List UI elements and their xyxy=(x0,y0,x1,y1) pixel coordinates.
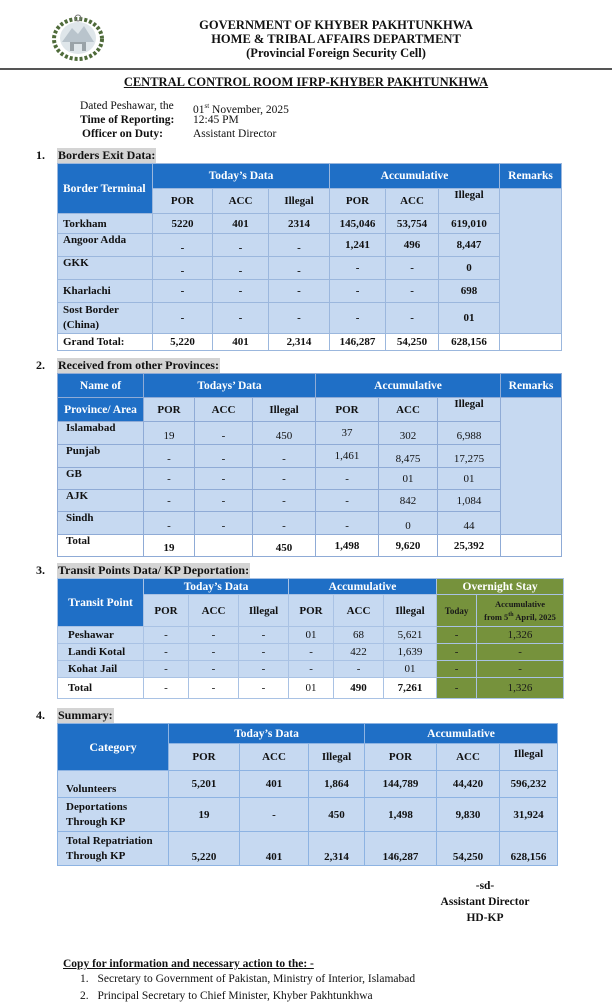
cell: 1,639 xyxy=(384,644,437,661)
sub-header-overnight-today: Today xyxy=(437,595,477,627)
cell: - xyxy=(253,445,316,468)
cell: - xyxy=(153,303,213,334)
cell: 5,220 xyxy=(153,334,213,351)
meta-officer-row xyxy=(0,127,612,141)
table-row xyxy=(58,661,564,678)
sub-header: POR xyxy=(330,189,386,214)
cell: - xyxy=(269,280,330,303)
group-accumulative: Accumulative xyxy=(365,724,558,744)
cell-overnight-accumulative: - xyxy=(477,661,564,678)
cell: - xyxy=(289,644,334,661)
cell: 19 xyxy=(144,422,195,445)
sub-header: POR xyxy=(153,189,213,214)
dated-day: 01 xyxy=(193,103,205,116)
borders-exit-table xyxy=(57,163,562,351)
col-remarks: Remarks xyxy=(500,164,562,189)
cell: - xyxy=(144,678,189,699)
cell: - xyxy=(153,257,213,280)
cell-overnight-today: - xyxy=(437,678,477,699)
cell: - xyxy=(213,234,269,257)
sub-header: Illegal xyxy=(439,189,500,214)
row-name: Kohat Jail xyxy=(58,661,144,678)
cell: 19 xyxy=(144,535,195,557)
row-name: GB xyxy=(58,468,144,490)
header-government: GOVERNMENT OF KHYBER PAKHTUNKHWA xyxy=(199,18,473,32)
cell: - xyxy=(195,445,253,468)
cell: - xyxy=(213,257,269,280)
cell: - xyxy=(213,280,269,303)
cell: 9,830 xyxy=(437,798,500,832)
cell-overnight-accumulative: - xyxy=(477,644,564,661)
cell: 619,010 xyxy=(439,214,500,234)
cell: 17,275 xyxy=(438,445,501,468)
section-label: Received from other Provinces: xyxy=(58,358,219,372)
copy-item xyxy=(80,990,373,1002)
col-province-area: Province/ Area xyxy=(58,398,144,422)
transit-points-table xyxy=(57,578,564,699)
row-name: Punjab xyxy=(58,445,144,468)
sub-header: Illegal xyxy=(500,744,558,771)
remarks-cell xyxy=(500,189,562,334)
cell xyxy=(195,535,253,557)
group-todays-data: Today’s Data xyxy=(153,164,330,189)
cell: - xyxy=(316,490,379,512)
cell: - xyxy=(189,627,239,644)
row-name: Grand Total: xyxy=(58,334,153,351)
cell-overnight-today: - xyxy=(437,661,477,678)
cell: - xyxy=(386,280,439,303)
cell: 698 xyxy=(439,280,500,303)
cell: 1,461 xyxy=(316,445,379,468)
cell: 146,287 xyxy=(330,334,386,351)
row-name: Kharlachi xyxy=(58,280,153,303)
cell: - xyxy=(153,234,213,257)
header-department: HOME & TRIBAL AFFAIRS DEPARTMENT xyxy=(211,32,461,46)
group-accumulative: Accumulative xyxy=(316,374,501,398)
cell: - xyxy=(269,303,330,334)
cell: - xyxy=(195,468,253,490)
section-4-heading xyxy=(0,708,612,722)
cell-overnight-today: - xyxy=(437,627,477,644)
cell: - xyxy=(195,512,253,535)
cell: 5220 xyxy=(153,214,213,234)
cell: 144,789 xyxy=(365,771,437,798)
col-name-of: Name of xyxy=(58,374,144,398)
cell: - xyxy=(253,490,316,512)
sub-header: Illegal xyxy=(253,398,316,422)
cell: - xyxy=(144,445,195,468)
cell: - xyxy=(144,512,195,535)
cell: - xyxy=(144,490,195,512)
cell: - xyxy=(330,257,386,280)
officer-label: Officer on Duty: xyxy=(82,128,163,140)
cell: 842 xyxy=(379,490,438,512)
cell: 490 xyxy=(334,678,384,699)
cell: 25,392 xyxy=(438,535,501,557)
cell: - xyxy=(144,644,189,661)
cell: 2,314 xyxy=(309,832,365,866)
table-row xyxy=(58,214,562,234)
table-row xyxy=(58,445,562,468)
group-overnight-stay: Overnight Stay xyxy=(437,579,564,595)
sub-header: Illegal xyxy=(239,595,289,627)
cell: 01 xyxy=(379,468,438,490)
cell: 8,447 xyxy=(439,234,500,257)
sub-header: ACC xyxy=(195,398,253,422)
table-row xyxy=(58,468,562,490)
table-row xyxy=(58,280,562,303)
copy-item-number: 2. xyxy=(80,990,89,1002)
cell: 422 xyxy=(334,644,384,661)
row-name: Peshawar xyxy=(58,627,144,644)
row-name: GKK xyxy=(58,257,153,280)
cell: 628,156 xyxy=(500,832,558,866)
signature-office: HD-KP xyxy=(466,912,504,924)
cell: - xyxy=(144,627,189,644)
remarks-cell xyxy=(501,398,562,535)
cell: - xyxy=(253,512,316,535)
col-border-terminal: Border Terminal xyxy=(58,164,153,214)
col-remarks: Remarks xyxy=(501,374,562,398)
provinces-table xyxy=(57,373,562,557)
dated-rest: November, 2025 xyxy=(209,103,289,116)
sub-header: POR xyxy=(144,595,189,627)
signature-designation: Assistant Director xyxy=(440,896,530,908)
copy-item-text: Principal Secretary to Chief Minister, Khyber Pakhtunkhwa xyxy=(97,990,373,1002)
overnight-acc-line2: from 5 xyxy=(484,611,509,622)
section-number: 1. xyxy=(36,148,45,162)
cell: - xyxy=(386,303,439,334)
cell: 5,201 xyxy=(169,771,240,798)
cell: - xyxy=(253,468,316,490)
group-todays-data: Todays’ Data xyxy=(144,374,316,398)
table-row xyxy=(58,644,564,661)
cell: 2314 xyxy=(269,214,330,234)
col-transit-point: Transit Point xyxy=(58,579,144,627)
row-name: Islamabad xyxy=(58,422,144,445)
cell: 0 xyxy=(439,257,500,280)
meta-dated-row xyxy=(0,99,612,116)
cell: 01 xyxy=(384,661,437,678)
cell: 8,475 xyxy=(379,445,438,468)
section-label: Summary: xyxy=(58,708,113,722)
group-accumulative: Accumulative xyxy=(330,164,500,189)
table-row xyxy=(58,798,558,832)
cell: 596,232 xyxy=(500,771,558,798)
cell: - xyxy=(144,468,195,490)
cell-overnight-accumulative: 1,326 xyxy=(477,627,564,644)
cell: - xyxy=(153,280,213,303)
section-2-heading xyxy=(0,358,612,372)
cell: 496 xyxy=(386,234,439,257)
cell: 01 xyxy=(439,303,500,334)
summary-table xyxy=(57,723,558,866)
row-name: Angoor Adda xyxy=(58,234,153,257)
table-row xyxy=(58,303,562,334)
cell: 19 xyxy=(169,798,240,832)
cell: - xyxy=(239,678,289,699)
cell: 401 xyxy=(213,214,269,234)
table-row xyxy=(58,627,564,644)
cell: - xyxy=(239,644,289,661)
cell: 6,988 xyxy=(438,422,501,445)
cell: - xyxy=(269,257,330,280)
time-label: Time of Reporting: xyxy=(80,114,175,126)
overnight-acc-line2b: April, 2025 xyxy=(513,611,556,622)
cell: 5,220 xyxy=(169,832,240,866)
cell: - xyxy=(189,661,239,678)
cell: 7,261 xyxy=(384,678,437,699)
cell: 01 xyxy=(289,678,334,699)
table-total-row xyxy=(58,678,564,699)
section-3-heading xyxy=(0,563,612,577)
cell: 68 xyxy=(334,627,384,644)
section-number: 3. xyxy=(36,563,45,577)
row-name: Sindh xyxy=(58,512,144,535)
cell: 01 xyxy=(438,468,501,490)
cell: - xyxy=(239,661,289,678)
remarks-cell xyxy=(500,334,562,351)
table-row xyxy=(58,512,562,535)
sub-header: ACC xyxy=(189,595,239,627)
copy-heading: Copy for information and necessary action to the: - xyxy=(63,958,314,970)
cell: - xyxy=(144,661,189,678)
group-todays-data: Today’s Data xyxy=(169,724,365,744)
table-row xyxy=(58,257,562,280)
row-name: Torkham xyxy=(58,214,153,234)
section-label: Transit Points Data/ KP Deportation: xyxy=(58,563,250,577)
sub-header: ACC xyxy=(379,398,438,422)
cell: - xyxy=(195,490,253,512)
cell: 54,250 xyxy=(437,832,500,866)
sub-header: ACC xyxy=(437,744,500,771)
cell: 401 xyxy=(240,771,309,798)
signature-sd: -sd- xyxy=(475,880,495,892)
section-number: 4. xyxy=(36,708,45,722)
cell: 0 xyxy=(379,512,438,535)
sub-header: POR xyxy=(169,744,240,771)
cell: - xyxy=(334,661,384,678)
cell: 450 xyxy=(253,422,316,445)
sub-header: ACC xyxy=(386,189,439,214)
copy-item-number: 1. xyxy=(80,973,89,985)
cell: 37 xyxy=(316,422,379,445)
cell: - xyxy=(189,678,239,699)
row-name: Total Repatriation Through KP xyxy=(58,832,169,866)
sub-header: Illegal xyxy=(309,744,365,771)
row-name: Total xyxy=(58,535,144,557)
cell: - xyxy=(195,422,253,445)
cell-overnight-today: - xyxy=(437,644,477,661)
sub-header: ACC xyxy=(240,744,309,771)
cell: - xyxy=(330,280,386,303)
cell: - xyxy=(213,303,269,334)
header-divider xyxy=(0,68,612,70)
meta-time-row xyxy=(0,113,612,127)
cell: 53,754 xyxy=(386,214,439,234)
table-row xyxy=(58,771,558,798)
cell-overnight-accumulative: 1,326 xyxy=(477,678,564,699)
cell: - xyxy=(330,303,386,334)
section-number: 2. xyxy=(36,358,45,372)
row-name: Deportations Through KP xyxy=(58,798,169,832)
time-value: 12:45 PM xyxy=(193,114,239,126)
group-todays-data: Today’s Data xyxy=(144,579,289,595)
table-row xyxy=(58,832,558,866)
dated-label: Dated Peshawar, the xyxy=(80,100,174,112)
cell: 1,241 xyxy=(330,234,386,257)
row-name: AJK xyxy=(58,490,144,512)
sub-header: Illegal xyxy=(438,398,501,422)
cell: - xyxy=(189,644,239,661)
cell: 31,924 xyxy=(500,798,558,832)
cell: 401 xyxy=(240,832,309,866)
row-name: Volunteers xyxy=(58,771,169,798)
officer-value: Assistant Director xyxy=(193,128,277,140)
cell: - xyxy=(239,627,289,644)
sub-header: Illegal xyxy=(269,189,330,214)
cell: 1,864 xyxy=(309,771,365,798)
sub-header: POR xyxy=(289,595,334,627)
cell: 5,621 xyxy=(384,627,437,644)
cell: - xyxy=(386,257,439,280)
overnight-acc-sup: th xyxy=(508,611,514,618)
table-total-row xyxy=(58,334,562,351)
cell: 1,498 xyxy=(316,535,379,557)
sub-header-overnight-accumulative xyxy=(477,595,564,627)
section-1-heading xyxy=(0,148,612,162)
header-cell: (Provincial Foreign Security Cell) xyxy=(246,46,426,60)
cell: 44,420 xyxy=(437,771,500,798)
cell: 44 xyxy=(438,512,501,535)
cell: 1,498 xyxy=(365,798,437,832)
row-name: Landi Kotal xyxy=(58,644,144,661)
remarks-cell xyxy=(501,535,562,557)
cell: 54,250 xyxy=(386,334,439,351)
cell: 401 xyxy=(213,334,269,351)
dated-sup: st xyxy=(204,102,210,110)
col-category: Category xyxy=(58,724,169,771)
cell: 01 xyxy=(289,627,334,644)
cell: 2,314 xyxy=(269,334,330,351)
table-row xyxy=(58,490,562,512)
sub-header: POR xyxy=(316,398,379,422)
cell: - xyxy=(316,512,379,535)
copy-item-text: Secretary to Government of Pakistan, Ministry of Interior, Islamabad xyxy=(97,973,416,985)
cell: 628,156 xyxy=(439,334,500,351)
sub-header: POR xyxy=(365,744,437,771)
cell: 302 xyxy=(379,422,438,445)
cell: - xyxy=(269,234,330,257)
cell: - xyxy=(289,661,334,678)
overnight-acc-line1: Accumulative xyxy=(495,598,546,609)
sub-header: ACC xyxy=(213,189,269,214)
copy-item xyxy=(80,973,415,985)
group-accumulative: Accumulative xyxy=(289,579,437,595)
row-name: Total xyxy=(58,678,144,699)
cell: 450 xyxy=(309,798,365,832)
cell: 145,046 xyxy=(330,214,386,234)
sub-header: ACC xyxy=(334,595,384,627)
section-label: Borders Exit Data: xyxy=(58,148,156,162)
cell: 450 xyxy=(253,535,316,557)
cell: 1,084 xyxy=(438,490,501,512)
sub-header: POR xyxy=(144,398,195,422)
document-title: CENTRAL CONTROL ROOM IFRP-KHYBER PAKHTUNKHWA xyxy=(123,75,489,89)
sub-header: Illegal xyxy=(384,595,437,627)
cell: - xyxy=(316,468,379,490)
cell: 146,287 xyxy=(365,832,437,866)
table-row xyxy=(58,234,562,257)
row-name: Sost Border (China) xyxy=(58,303,153,334)
table-total-row xyxy=(58,535,562,557)
table-row xyxy=(58,422,562,445)
cell: - xyxy=(240,798,309,832)
cell: 9,620 xyxy=(379,535,438,557)
